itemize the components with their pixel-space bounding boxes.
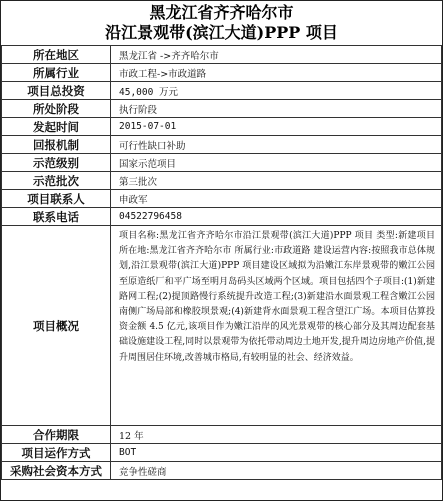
row-procurement-method: [2, 462, 442, 480]
value-procurement-method: 竞争性磋商: [111, 462, 442, 480]
row-overview: [2, 226, 442, 426]
value-region: 黑龙江省 ->齐齐哈尔市: [111, 46, 442, 64]
value-operation-mode: BOT: [111, 444, 442, 462]
label-return-mechanism: 回报机制: [2, 136, 111, 154]
title-line-1: 黑龙江省齐齐哈尔市: [149, 3, 294, 22]
label-demo-level: 示范级别: [2, 154, 111, 172]
project-info-table: [1, 45, 442, 480]
row-phone: [2, 208, 442, 226]
label-investment: 项目总投资: [2, 82, 111, 100]
value-overview: 项目名称:黑龙江省齐齐哈尔市沿江景观带(滨江大道)PPP 项目 类型:新建项目 所在地:黑龙江省齐齐哈尔市 所属行业:市政道路 建设运营内容:按照我市总体规划,沿江景观带(滨江大道)PPP 项目建设区域拟为沿嫩江东岸景观带的嫩江公园至原造纸厂和平广场至明月岛码头区域两个区域。项目包括四个子项目:(1)新建路网工程;(2)提顶路慢行系统提升改造工程;(3)新建沿水面景观工程含嫩江公园南侧广场局部和橡胶坝景观;(4)新建背水面景观工程含望江广场。本项目估算投资金额 4.5 亿元,该项目作为嫩江沿岸的风光景观带的核心部分及其周边配套基础设施建设工程,同时以景观带为依托带动周边土地开发,提升周边房地产价值,提升周围居住环境,改善城市格局,有较明显的社会、经济效益。: [111, 226, 442, 426]
label-contact: 项目联系人: [2, 190, 111, 208]
value-contact: 申政军: [111, 190, 442, 208]
label-launch-date: 发起时间: [2, 118, 111, 136]
label-demo-batch: 示范批次: [2, 172, 111, 190]
value-launch-date: 2015-07-01: [111, 118, 442, 136]
label-cooperation-period: 合作期限: [2, 426, 111, 444]
value-return-mechanism: 可行性缺口补助: [111, 136, 442, 154]
row-cooperation-period: [2, 426, 442, 444]
row-launch-date: [2, 118, 442, 136]
label-procurement-method: 采购社会资本方式: [2, 462, 111, 480]
row-operation-mode: [2, 444, 442, 462]
row-demo-batch: [2, 172, 442, 190]
label-overview: 项目概况: [2, 226, 111, 426]
label-operation-mode: 项目运作方式: [2, 444, 111, 462]
row-industry: [2, 64, 442, 82]
label-region: 所在地区: [2, 46, 111, 64]
row-demo-level: [2, 154, 442, 172]
value-investment: 45,000 万元: [111, 82, 442, 100]
row-return-mechanism: [2, 136, 442, 154]
value-cooperation-period: 12 年: [111, 426, 442, 444]
value-demo-batch: 第三批次: [111, 172, 442, 190]
value-industry: 市政工程->市政道路: [111, 64, 442, 82]
row-contact: [2, 190, 442, 208]
row-region: [2, 46, 442, 64]
value-stage: 执行阶段: [111, 100, 442, 118]
label-phone: 联系电话: [2, 208, 111, 226]
label-industry: 所属行业: [2, 64, 111, 82]
value-phone: 04522796458: [111, 208, 442, 226]
row-stage: [2, 100, 442, 118]
title-line-2: 沿江景观带(滨江大道)PPP 项目: [105, 23, 338, 42]
value-demo-level: 国家示范项目: [111, 154, 442, 172]
row-investment: [2, 82, 442, 100]
label-stage: 所处阶段: [2, 100, 111, 118]
